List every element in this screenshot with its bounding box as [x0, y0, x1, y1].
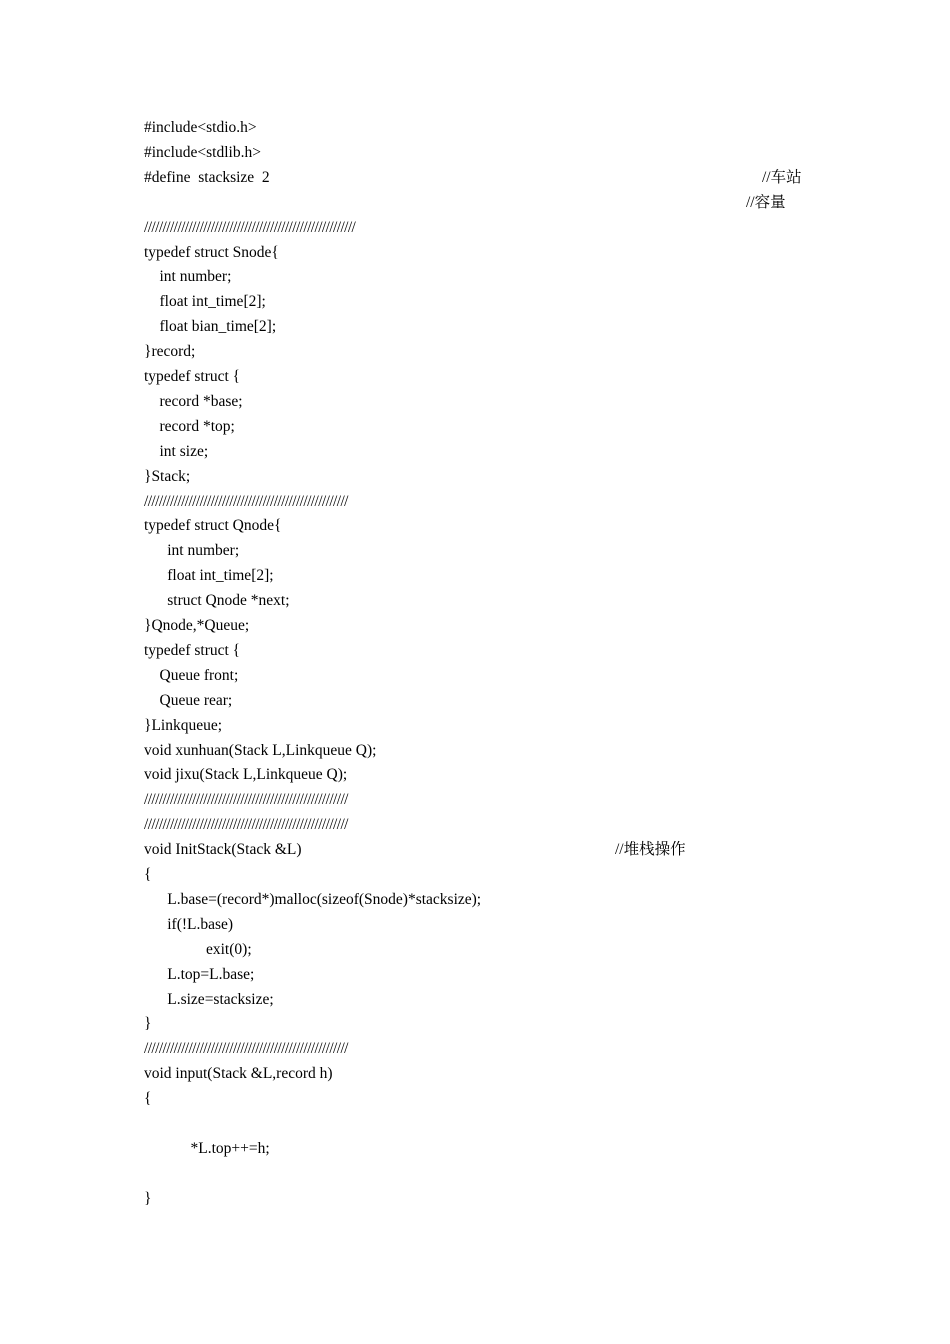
code-line: typedef struct { [144, 368, 241, 385]
code-line: void xunhuan(Stack L,Linkqueue Q); [144, 741, 377, 759]
code-line: L.size=stacksize; [144, 990, 274, 1008]
code-line: void input(Stack &L,record h) [144, 1065, 333, 1083]
code-line: #include<stdio.h> [144, 119, 257, 136]
code-line: /////////////////////////////////////////////////////// [144, 492, 348, 510]
code-line: Queue rear; [144, 691, 233, 709]
code-line: { [144, 866, 152, 883]
code-line: typedef struct { [144, 641, 241, 659]
code-line: } [144, 1189, 152, 1207]
code-line: }record; [144, 343, 196, 361]
code-line: L.top=L.base; [144, 965, 255, 983]
code-line: #include<stdlib.h> [144, 143, 261, 161]
code-line: exit(0); [144, 940, 252, 958]
code-line: typedef struct Snode{ [144, 243, 279, 261]
code-line: record *top; [144, 417, 235, 435]
code-line: float int_time[2]; [144, 293, 266, 311]
code-line: record *base; [144, 392, 243, 410]
comment-station: //车站 [762, 169, 802, 186]
code-line: }Qnode,*Queue; [144, 617, 250, 634]
code-line: if(!L.base) [144, 915, 234, 933]
code-line: int number; [144, 542, 240, 560]
code-line: int size; [144, 442, 209, 460]
code-line: #define stacksize 2 [144, 168, 270, 186]
code-line: float bian_time[2]; [144, 318, 277, 336]
comment-capacity: //容量 [746, 194, 786, 211]
code-line: L.base=(record*)malloc(sizeof(Snode)*stacksize); [144, 890, 482, 908]
code-line: typedef struct Qnode{ [144, 517, 282, 535]
code-line: void jixu(Stack L,Linkqueue Q); [144, 766, 348, 784]
code-line: Queue front; [144, 666, 239, 684]
code-line: float int_time[2]; [144, 567, 274, 585]
code-line: struct Qnode *next; [144, 592, 290, 610]
code-line: void InitStack(Stack &L) [144, 841, 302, 859]
code-line: { [144, 1090, 152, 1108]
code-line: } [144, 1015, 152, 1033]
code-line: }Stack; [144, 467, 191, 485]
code-line: /////////////////////////////////////////////////////// [144, 1040, 348, 1058]
code-line: }Linkqueue; [144, 716, 223, 734]
code-line: /////////////////////////////////////////////////////// [144, 791, 348, 809]
code-line: ///////////////////////////////////////////////////////// [144, 218, 356, 236]
code-line: int number; [144, 268, 232, 286]
code-line: *L.top++=h; [144, 1139, 270, 1157]
code-line: /////////////////////////////////////////////////////// [144, 816, 348, 834]
comment-stack-operation: //堆栈操作 [615, 841, 686, 858]
